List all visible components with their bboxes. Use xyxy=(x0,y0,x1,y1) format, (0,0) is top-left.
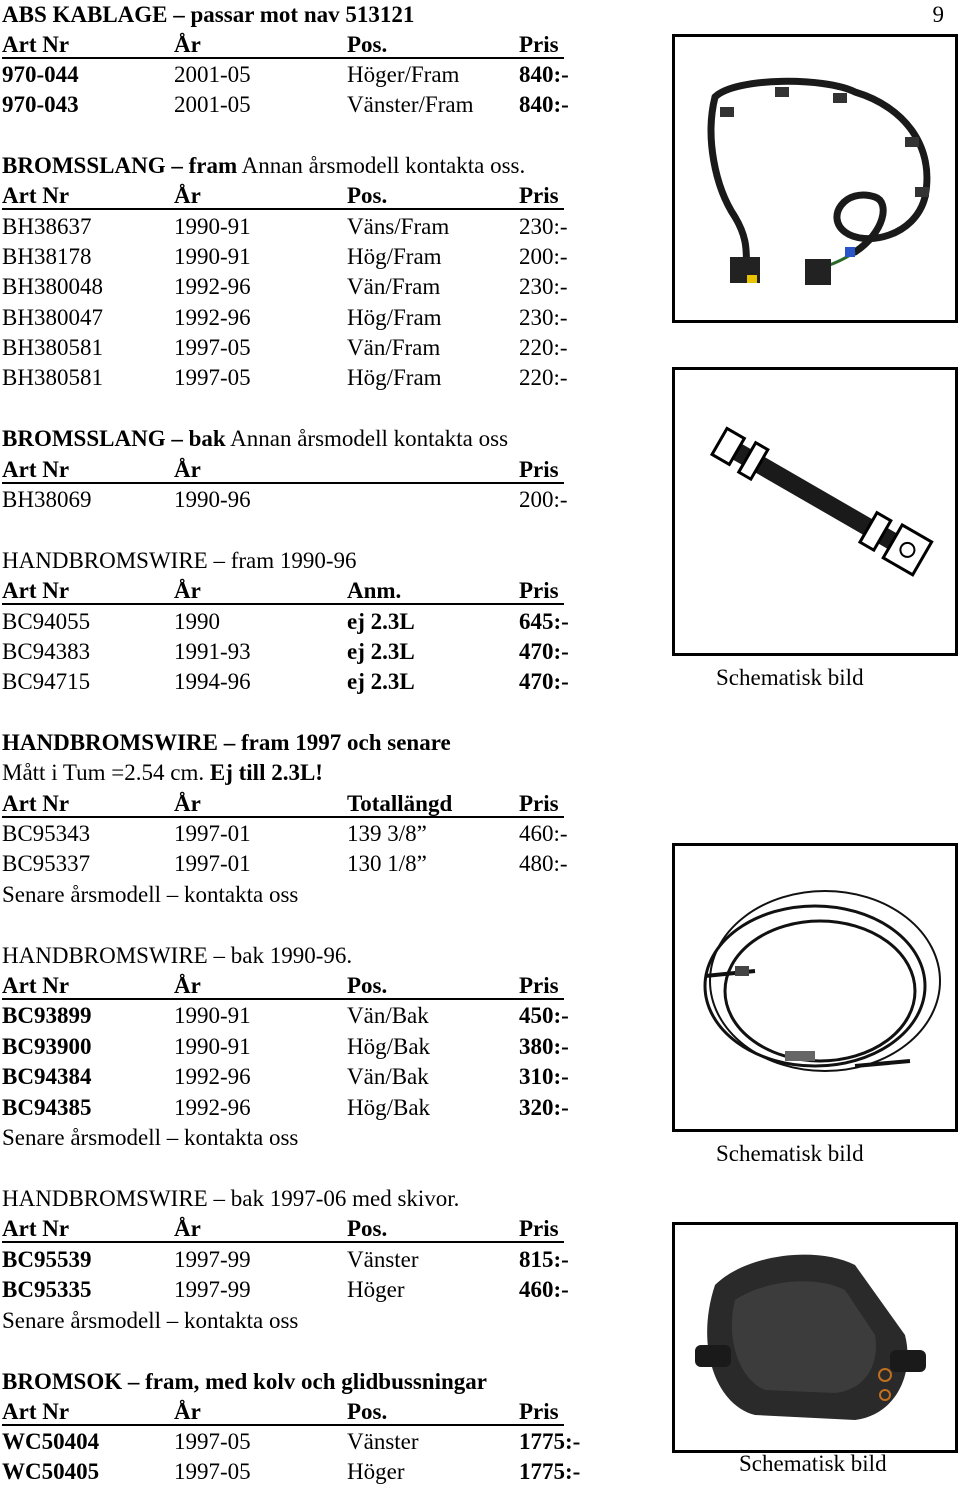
section-title-handbromswire-bak-1997: HANDBROMSWIRE – bak 1997-06 med skivor. xyxy=(2,1186,460,1211)
table-header: Art Nr År Pos. Pris xyxy=(2,1397,564,1426)
handbrake-cable-illustration xyxy=(675,846,955,1129)
schematic-caption: Schematisk bild xyxy=(716,665,864,690)
page-number: 9 xyxy=(932,2,944,27)
brake-hose-drawing xyxy=(672,367,958,656)
schematic-caption: Schematisk bild xyxy=(739,1451,887,1476)
table-header: Art Nr År Anm. Pris xyxy=(2,576,564,605)
abs-cable-photo xyxy=(672,34,958,323)
table-header: Art Nr År Pos. Pris xyxy=(2,971,564,1000)
section-title-bromsok: BROMSOK – fram, med kolv och glidbussningar xyxy=(2,1369,487,1394)
footer-note: Senare årsmodell – kontakta oss xyxy=(2,1125,299,1150)
section-title-handbromswire-fram-1997: HANDBROMSWIRE – fram 1997 och senare xyxy=(2,730,451,755)
table-header: Art Nr År Pos. Pris xyxy=(2,30,564,59)
section-title-abs: ABS KABLAGE – passar mot nav 513121 xyxy=(2,2,415,27)
brake-caliper-photo xyxy=(672,1222,958,1453)
table-header: Art Nr År Pos. Pris xyxy=(2,1214,564,1243)
abs-cable-illustration xyxy=(675,37,955,320)
table-header: Art Nr År Pris xyxy=(2,455,564,484)
footer-note: Senare årsmodell – kontakta oss xyxy=(2,882,299,907)
section-title-bromsslang-fram: BROMSSLANG – fram Annan årsmodell kontakta oss. xyxy=(2,153,526,178)
footer-note: Senare årsmodell – kontakta oss xyxy=(2,1308,299,1333)
section-title-handbromswire-fram-1990: HANDBROMSWIRE – fram 1990-96 xyxy=(2,548,357,573)
table-header: Art Nr År Pos. Pris xyxy=(2,181,564,210)
table-header: Art Nr År Totallängd Pris xyxy=(2,789,564,818)
schematic-caption: Schematisk bild xyxy=(716,1141,864,1166)
brake-hose-illustration xyxy=(675,370,955,653)
measurement-note: Mått i Tum =2.54 cm. Ej till 2.3L! xyxy=(2,760,323,785)
section-title-handbromswire-bak-1990: HANDBROMSWIRE – bak 1990-96. xyxy=(2,943,353,968)
handbrake-cable-photo xyxy=(672,843,958,1132)
section-title-bromsslang-bak: BROMSSLANG – bak Annan årsmodell kontakta oss xyxy=(2,426,509,451)
brake-caliper-illustration xyxy=(675,1225,955,1450)
